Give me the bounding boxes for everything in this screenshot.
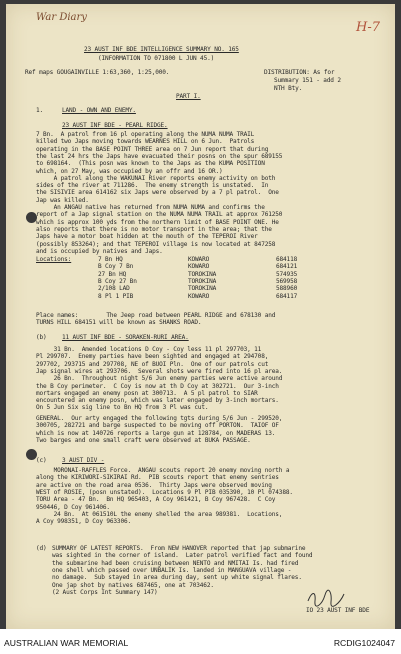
- text-line: (possibly 853264); and that TEPEROI village is now located at 847258: [36, 240, 276, 248]
- text-line: 26 Bn. Throughout night 5/6 Jun enemy parties were active around: [36, 375, 283, 383]
- location-place: TOROKINA: [188, 277, 217, 285]
- document-title: 23 AUST INF BDE INTELLIGENCE SUMMARY NO. 165: [84, 46, 239, 53]
- location-ref: 684118: [276, 256, 298, 263]
- signature: [306, 589, 346, 607]
- text-line: An ANGAU native has returned from NUMA NUMA and confirms the: [36, 204, 265, 211]
- text-line: Jap signal wires at 293706. Several shots were fired into 16 pl area.: [36, 367, 283, 375]
- subsection-a-heading: 23 AUST INF BDE - PEARL RIDGE.: [62, 122, 168, 129]
- handwritten-page-mark: H-7: [356, 20, 381, 35]
- subsection-c-heading: 3 AUST DIV -: [62, 457, 105, 464]
- distribution-line-2: Summary 151 - add 2: [274, 77, 341, 84]
- location-place: TOROKINA: [188, 270, 217, 278]
- text-line: which, on 27 May, was occupied by an offr and 16 OR.): [36, 167, 223, 175]
- text-line: 297702, 293715 and 297708, NE of BUOI Pln. One of our patrols cut: [36, 360, 269, 368]
- locations-label: Locations:: [36, 256, 72, 263]
- text-line: On 5 Jun Six sig line to Bn HQ from 3 Pl was cut.: [36, 404, 209, 412]
- location-ref: 574935: [276, 270, 298, 278]
- ref-maps: Ref maps GOUGAINVILLE 1:63,360, 1:25,000.: [25, 69, 170, 76]
- location-unit: 7 Bn HQ: [98, 256, 123, 263]
- text-line: which is now at 140726 reports a large gun at 128784, on MADERAS 13.: [36, 429, 276, 437]
- text-line: killed two Japs moving towards WEARNES HILL on 6 Jun. Patrols: [36, 138, 255, 146]
- signature-block: IO 23 AUST INF BDE: [306, 607, 370, 614]
- text-line: A patrol along the WAKUNAI River reports enemy activity on both: [36, 174, 276, 182]
- text-line: the SISIVIE area 614162 six Japs were observed by a 7 pl patrol. One: [36, 189, 279, 197]
- handwritten-war-diary: War Diary: [36, 12, 87, 23]
- distribution-line-3: NTH Bty.: [274, 85, 303, 92]
- subsection-c-label: (c): [36, 457, 47, 464]
- location-ref: 588960: [276, 285, 298, 293]
- document-page: [6, 4, 395, 629]
- text-line: 300705, 282721 and barge suspected to be moving off PORTON. TAIOF OF: [36, 422, 279, 430]
- location-place: TOROKINA: [188, 285, 217, 293]
- text-line: MORONAI-RAFFLES Force. ANGAU scouts report 20 enemy moving north a: [36, 467, 290, 474]
- text-line: GENERAL. Our arty engaged the following tgts during 5/6 Jun - 299520,: [36, 415, 283, 422]
- text-line: 7 Bn. A patrol from 16 pl operating along the NUMA NUMA TRAIL: [36, 131, 255, 138]
- text-line: mortars engaged an enemy posn at 300713. A 5 pl patrol to SIAR: [36, 389, 258, 397]
- text-line: to 698164. (This posn was known to the Japs as the KUMA POSITION: [36, 160, 265, 168]
- text-line: Two barges and one small craft were observed at BUKA PASSAGE.: [36, 436, 251, 444]
- text-line: the submarine had been cruising between NENTO and NMITAI Is. had fired: [52, 559, 299, 567]
- location-unit: 2/108 LAD: [98, 285, 130, 293]
- subsection-b-label: (b): [36, 334, 47, 341]
- text-line: encountered an enemy posn, which was later engaged by 3-inch mortars.: [36, 397, 279, 405]
- text-line: WEST of ROSIE, (posn unstated). Locations 9 Pl PIB 035390, 10 Pl 074388.: [36, 488, 293, 496]
- text-line: Place names: The Jeep road between PEARL RIDGE and 678130 and: [36, 312, 276, 319]
- location-ref: 569958: [276, 277, 298, 285]
- location-place: KOWARO: [188, 263, 210, 271]
- archive-reference: RCDIG1024047: [333, 638, 395, 648]
- location-unit: B Coy 7 Bn: [98, 263, 134, 271]
- text-line: the last 24 hrs the Japs have evacuated their posns on the spur 689155: [36, 152, 283, 160]
- location-ref: 684121: [276, 263, 298, 271]
- text-line: report of a Jap signal station on the NUMA NUMA TRAIL at approx 761250: [36, 211, 283, 219]
- text-line: along the KIRIWORI-SIKIRAI Rd. PIB scouts report that enemy sentries: [36, 474, 279, 482]
- subsection-b-heading: 11 AUST INF BDE - SORAKEN-RURI AREA.: [62, 334, 189, 341]
- text-line: which is approx 100 yds from the northern limit of BASE POINT ONE. He: [36, 218, 279, 226]
- text-line: 24 Bn. At 061510L the enemy shelled the area 989381. Locations,: [36, 510, 283, 518]
- information-line: (INFORMATION TO 071800 L JUN 45.): [98, 55, 215, 62]
- location-place: KOWARO: [188, 292, 210, 300]
- text-line: 31 Bn. Amended locations D Coy - Coy less 11 pl 297703, 11: [36, 346, 262, 353]
- subsection-d-label: (d): [36, 545, 47, 552]
- text-line: operating in the BASE POINT THREE area on 7 Jun report that during: [36, 145, 269, 153]
- text-line: TURNS HILL 684151 will be known as SHANKS ROAD.: [36, 319, 202, 327]
- distribution-label: DISTRIBUTION: As for: [264, 69, 335, 76]
- archive-footer: [0, 629, 401, 654]
- section-heading: LAND - OWN AND ENEMY.: [62, 107, 136, 114]
- text-line: Pl 299707. Enemy parties have been sighted and engaged at 294708,: [36, 353, 269, 361]
- location-unit: 8 Pl 1 PIB: [98, 292, 134, 300]
- text-line: was sighted in the corner of island. Later patrol verified fact and found: [52, 552, 313, 560]
- text-line: (2 Aust Corps Int Summary 147): [52, 588, 158, 596]
- location-place: KOWARO: [188, 256, 210, 263]
- text-line: one shell which passed over UNBALIK Is. landed in MANGUAVA village -: [52, 566, 292, 574]
- text-line: no damage. Sub stayed in area during day, sent up white signal flares.: [52, 574, 302, 582]
- text-line: are active on the road area 0536. Thirty Japs were observed moving: [36, 481, 272, 489]
- text-line: sides of the river at 711286. The enemy strength is unstated. In: [36, 182, 269, 190]
- section-number: 1.: [36, 107, 44, 114]
- archive-name: AUSTRALIAN WAR MEMORIAL: [4, 638, 129, 648]
- text-line: A Coy 998351, D Coy 963306.: [36, 518, 132, 526]
- location-unit: B Coy 27 Bn: [98, 277, 137, 285]
- text-line: Japs have a motor boat hidden at the mouth of the TEPEROI River: [36, 233, 258, 241]
- location-ref: 684117: [276, 292, 298, 300]
- text-line: Jap was killed.: [36, 196, 89, 204]
- text-line: 950446, D Coy 961406.: [36, 503, 110, 511]
- text-line: One jap shot by natives 687465, one at 703462.: [52, 581, 214, 589]
- text-line: also reports that there is no motor transport in the area; that the: [36, 225, 272, 233]
- location-unit: 27 Bn HQ: [98, 270, 127, 278]
- part-heading: PART I.: [176, 93, 201, 100]
- text-line: and is occupied by natives and Japs.: [36, 247, 163, 255]
- text-line: the B Coy perimeter. C Coy is now at th D Coy at 302721. Our 3-inch: [36, 382, 279, 390]
- text-line: SUMMARY OF LATEST REPORTS. From NEW HANOVER reported that jap submarine: [52, 545, 306, 552]
- text-line: TORU Area - 47 Bn. Bn HQ 965403, A Coy 961421, B Coy 967428. C Coy: [36, 496, 276, 504]
